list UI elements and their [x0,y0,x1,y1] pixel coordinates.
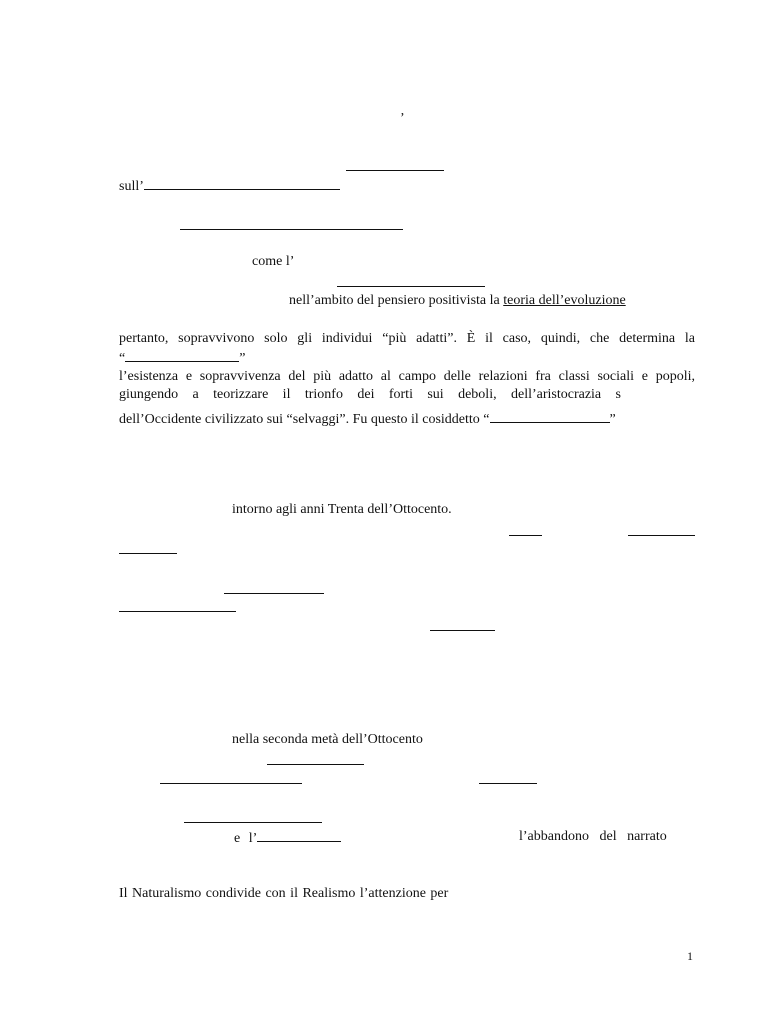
teoria-underlined: teoria dell’evoluzione [503,293,626,308]
text-come-l: come l’ [252,254,295,269]
fill-blank-1 [346,170,444,171]
text-seconda: nella seconda metà dell’Ottocento [232,732,423,747]
fill-blank-4 [337,286,485,287]
text-ambito [289,293,626,309]
e-l-label: e l’ [234,831,258,846]
text-giungendo: giungendo a teorizzare il trionfo dei forti sui deboli, dell’aristocrazia s [119,387,621,402]
fill-blank-10 [224,593,324,594]
fill-blank-13 [267,764,364,765]
fill-blank-2 [144,177,340,190]
ambito-label: nell’ambito del pensiero positivista la [289,293,500,308]
text-sull [119,177,340,195]
sull-label: sull’ [119,179,144,194]
text-pertanto: pertanto, sopravvivono solo gli individui “più adatti”. È il caso, quindi, che determina la [119,331,695,346]
stray-comma: ’ [400,111,405,126]
text-quoted-blank [119,349,245,367]
fill-blank-7 [509,535,542,536]
fill-blank-12 [430,630,495,631]
fill-blank-16 [184,822,322,823]
fill-blank-3 [180,229,403,230]
fill-blank-6 [490,410,610,423]
fill-blank-5 [125,349,239,362]
text-esistenza: l’esistenza e sopravvivenza del più adatto al campo delle relazioni fra classi sociali e popoli, [119,369,695,384]
text-naturalismo: Il Naturalismo condivide con il Realismo l’attenzione per [119,886,449,901]
page-number: 1 [687,949,693,963]
text-e-l [234,829,341,847]
occidente-label: dell’Occidente civilizzato sui “selvaggi”. Fu questo il cosiddetto “ [119,412,490,427]
fill-blank-17 [257,829,341,842]
fill-blank-9 [119,553,177,554]
fill-blank-14 [160,783,302,784]
text-abbandono: l’abbandono del narrato [519,829,667,844]
occidente-quote-close: ” [609,412,616,427]
quote-close: ” [239,351,246,366]
text-trenta: intorno agli anni Trenta dell’Ottocento. [232,502,452,517]
fill-blank-11 [119,611,236,612]
fill-blank-8 [628,535,695,536]
quote-open: “ [119,351,126,366]
text-occidente [119,410,616,428]
fill-blank-15 [479,783,537,784]
